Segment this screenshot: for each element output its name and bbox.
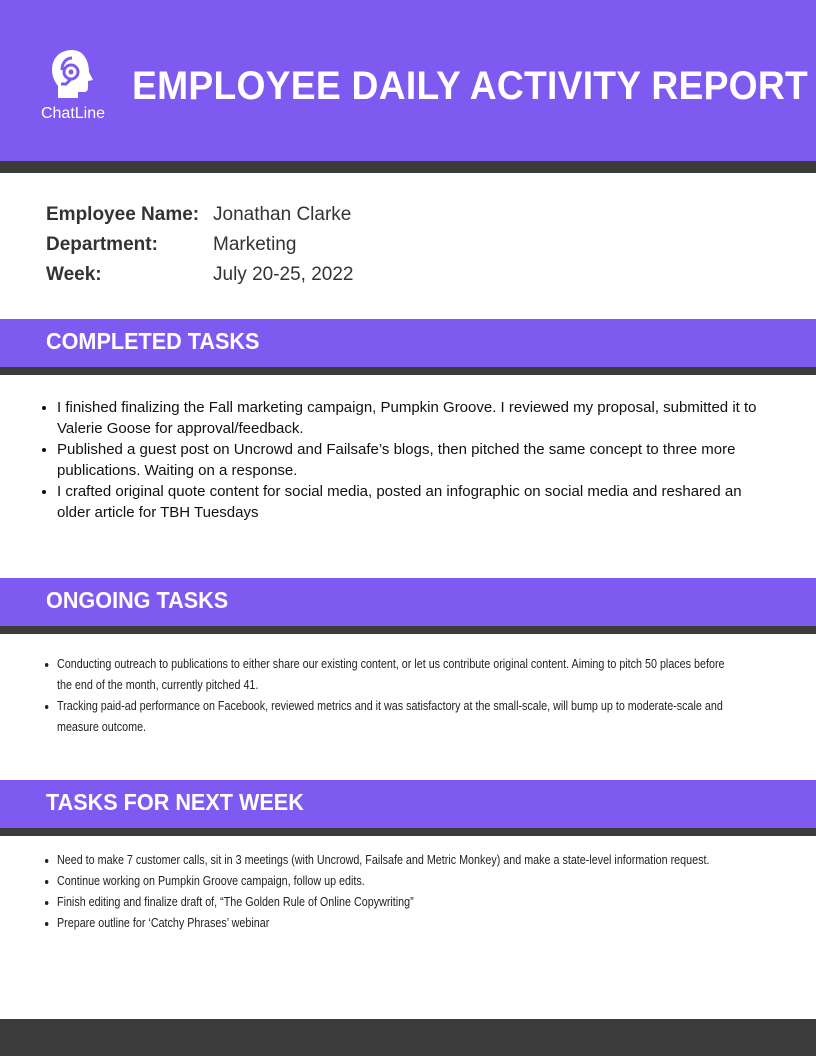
header-divider <box>0 161 816 173</box>
next-week-tasks-list <box>33 850 816 934</box>
chatline-logo <box>38 48 108 123</box>
list-item: • Continue working on Pumpkin Groove campaign, follow up edits. <box>57 871 762 892</box>
list-item-line: the end of the month, currently pitched 41. <box>57 678 259 692</box>
section-divider <box>0 367 816 375</box>
department-label: Department: <box>46 234 158 255</box>
section-title: TASKS FOR NEXT WEEK <box>46 789 304 815</box>
week-label: Week: <box>46 264 102 285</box>
ongoing-tasks-list <box>33 654 816 738</box>
week-value: July 20-25, 2022 <box>213 264 354 285</box>
list-item-line: • Conducting outreach to publications to either share our existing content, or let us contribute original content. Aiming to pitch 50 places before <box>57 657 725 671</box>
section-title: ONGOING TASKS <box>46 587 229 613</box>
list-item <box>57 654 762 696</box>
employee-info <box>46 202 354 292</box>
list-item: • Finish editing and finalize draft of, “The Golden Rule of Online Copywriting” <box>57 892 762 913</box>
section-divider <box>0 828 816 836</box>
headset-head-icon <box>48 48 98 100</box>
logo-text: ChatLine <box>40 105 106 122</box>
completed-tasks-list <box>33 397 767 523</box>
list-item: • Prepare outline for ‘Catchy Phrases’ webinar <box>57 913 762 934</box>
week-row <box>46 262 354 292</box>
list-item <box>57 696 762 738</box>
list-item: • I finished finalizing the Fall marketing campaign, Pumpkin Groove. I reviewed my proposal, submitted it to Valerie Goose for approval/feedback. <box>57 397 767 439</box>
department-value: Marketing <box>213 234 297 255</box>
list-item: • Published a guest post on Uncrowd and Failsafe’s blogs, then pitched the same concept to three more publications. Waiting on a response. <box>57 439 767 481</box>
list-item: • Need to make 7 customer calls, sit in 3 meetings (with Uncrowd, Failsafe and Metric Monkey) and make a state-level information request. <box>57 850 762 871</box>
list-item-line: • Tracking paid-ad performance on Facebook, reviewed metrics and it was satisfactory at the small-scale, will bump up to moderate-scale and <box>57 699 723 713</box>
next-week-tasks-header <box>0 780 816 828</box>
page-title: EMPLOYEE DAILY ACTIVITY REPORT <box>132 64 809 108</box>
page-footer <box>0 1019 816 1056</box>
report-header <box>0 0 816 161</box>
completed-tasks-header <box>0 319 816 367</box>
section-divider <box>0 626 816 634</box>
section-title: COMPLETED TASKS <box>46 328 260 354</box>
employee-name-value: Jonathan Clarke <box>213 204 352 225</box>
list-item: • I crafted original quote content for social media, posted an infographic on social media and reshared an older article for TBH Tuesdays <box>57 481 767 523</box>
employee-name-label: Employee Name: <box>46 204 200 225</box>
department-row <box>46 232 354 262</box>
ongoing-tasks-header <box>0 578 816 626</box>
list-item-line: measure outcome. <box>57 720 147 734</box>
employee-name-row <box>46 202 354 232</box>
